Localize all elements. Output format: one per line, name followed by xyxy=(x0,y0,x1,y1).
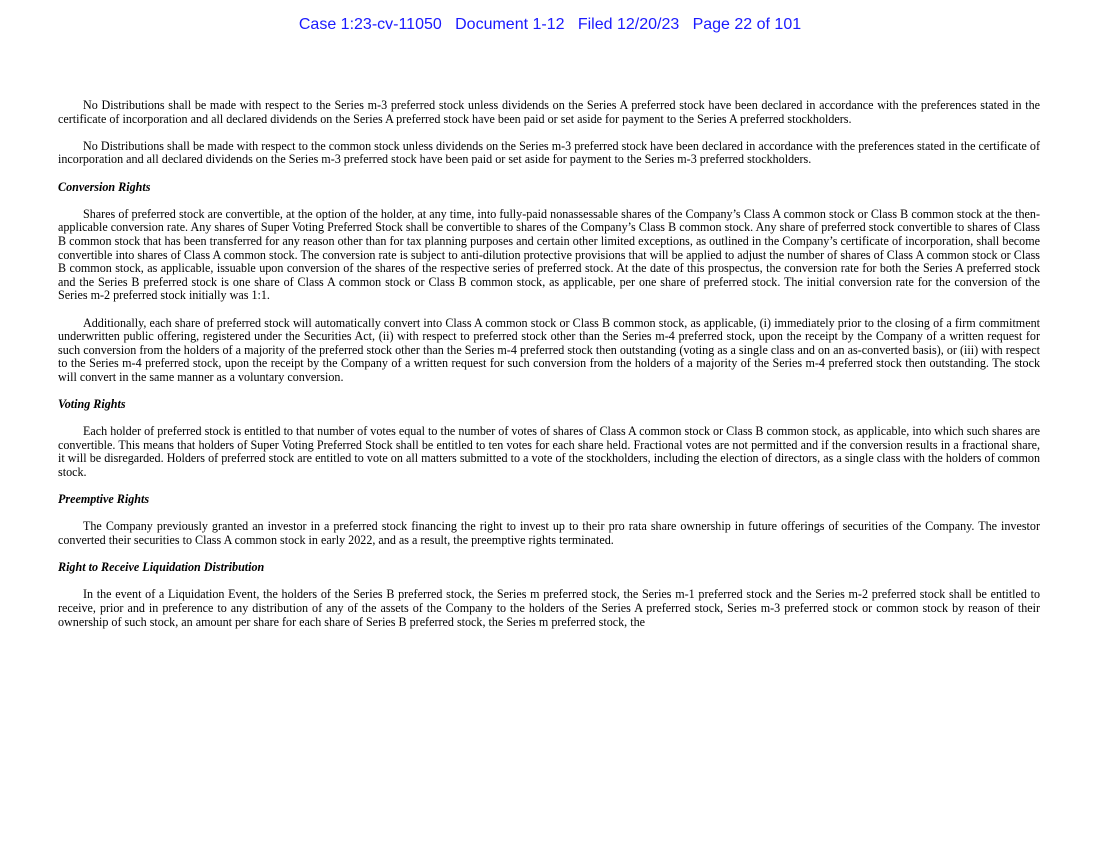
heading-preemptive-rights: Preemptive Rights xyxy=(58,492,150,507)
document-body xyxy=(58,99,1040,643)
heading-conversion-rights: Conversion Rights xyxy=(58,179,151,194)
case-header: Case 1:23-cv-11050 Document 1-12 Filed 12/20/23 Page 22 of 101 xyxy=(298,16,802,33)
paragraph-preemptive-rights: The Company previously granted an investor in a preferred stock financing the right to invest up to their pro rata share ownership in future offerings of securities of the Company. The investor converted their securities to Class A common stock in early 2022, and as a result, the preemptive rights terminated. xyxy=(58,519,1040,547)
paragraph-voting-rights: Each holder of preferred stock is entitled to that number of votes equal to the number of votes of shares of Class A common stock or Class B common stock, as applicable, into which such shares are convertible. This means that holders of Super Voting Preferred Stock shall be entitled to ten votes for each share held. Fractional votes are not permitted and if the conversion results in a fractional share, it will be disregarded. Holders of preferred stock are entitled to vote on all matters submitted to a vote of the stockholders, including the election of directors, as a single class with the holders of common stock. xyxy=(58,424,1040,480)
paragraph-conversion-optional: Shares of preferred stock are convertible, at the option of the holder, at any time, into fully-paid nonassessable shares of the Company’s Class A common stock or Class B common stock at the then-applicable conversion rate. Any shares of Super Voting Preferred Stock shall be convertible to shares of the Company’s Class B common stock. Any share of preferred stock convertible to shares of Class B common stock that has been transferred for any reason other than for tax planning purposes and certain other limited exceptions, as outlined in the Company’s certificate of incorporation, shall become convertible into shares of Class A common stock. The conversion rate is subject to anti-dilution protective provisions that will be applied to adjust the number of shares of Class A common stock or Class B common stock, as applicable, issuable upon conversion of the shares of the respective series of preferred stock. At the date of this prospectus, the conversion rate for both the Series A preferred stock and the Series B preferred stock is one share of Class A common stock or Class B common stock, as applicable, per one share of preferred stock. The initial conversion rate for the conversion of the Series m-2 preferred stock initially was 1:1. xyxy=(58,206,1040,303)
paragraph-liquidation-distribution: In the event of a Liquidation Event, the holders of the Series B preferred stock, the Series m preferred stock, the Series m-1 preferred stock and the Series m-2 preferred stock shall be entitled to receive, prior and in preference to any distribution of any of the assets of the Company to the holders of the Series A preferred stock, Series m-3 preferred stock or common stock by reason of their ownership of such stock, an amount per share for each share of Series B preferred stock, the Series m preferred stock, the xyxy=(58,587,1040,629)
paragraph-distributions-series-m3: No Distributions shall be made with respect to the Series m-3 preferred stock unless dividends on the Series A preferred stock have been declared in accordance with the preferences stated in the certificate of incorporation and all declared dividends on the Series A preferred stock have been paid or set aside for payment to the Series A preferred stockholders. xyxy=(58,98,1040,126)
heading-voting-rights: Voting Rights xyxy=(58,397,126,412)
paragraph-distributions-common: No Distributions shall be made with respect to the common stock unless dividends on the Series m-3 preferred stock have been declared in accordance with the preferences stated in the certificate of incorporation and all declared dividends on the Series m-3 preferred stock have been paid or set aside for payment to the Series m-3 preferred stockholders. xyxy=(58,138,1040,167)
paragraph-conversion-automatic: Additionally, each share of preferred stock will automatically convert into Class A common stock or Class B common stock, as applicable, (i) immediately prior to the closing of a firm commitment underwritten public offering, registered under the Securities Act, (ii) with respect to preferred stock other than the Series m-4 preferred stock, upon the receipt by the Company of a written request for such conversion from the holders of a majority of the preferred stock other than the Series m-4 preferred stock then outstanding (voting as a single class and on an as-converted basis), or (iii) with respect to the Series m-4 preferred stock, upon the receipt by the Company of a written request for such conversion from the holders of a majority of the Series m-4 preferred stock then outstanding. The stock will convert in the same manner as a voluntary conversion. xyxy=(58,315,1040,384)
heading-liquidation-distribution: Right to Receive Liquidation Distribution xyxy=(58,560,265,575)
